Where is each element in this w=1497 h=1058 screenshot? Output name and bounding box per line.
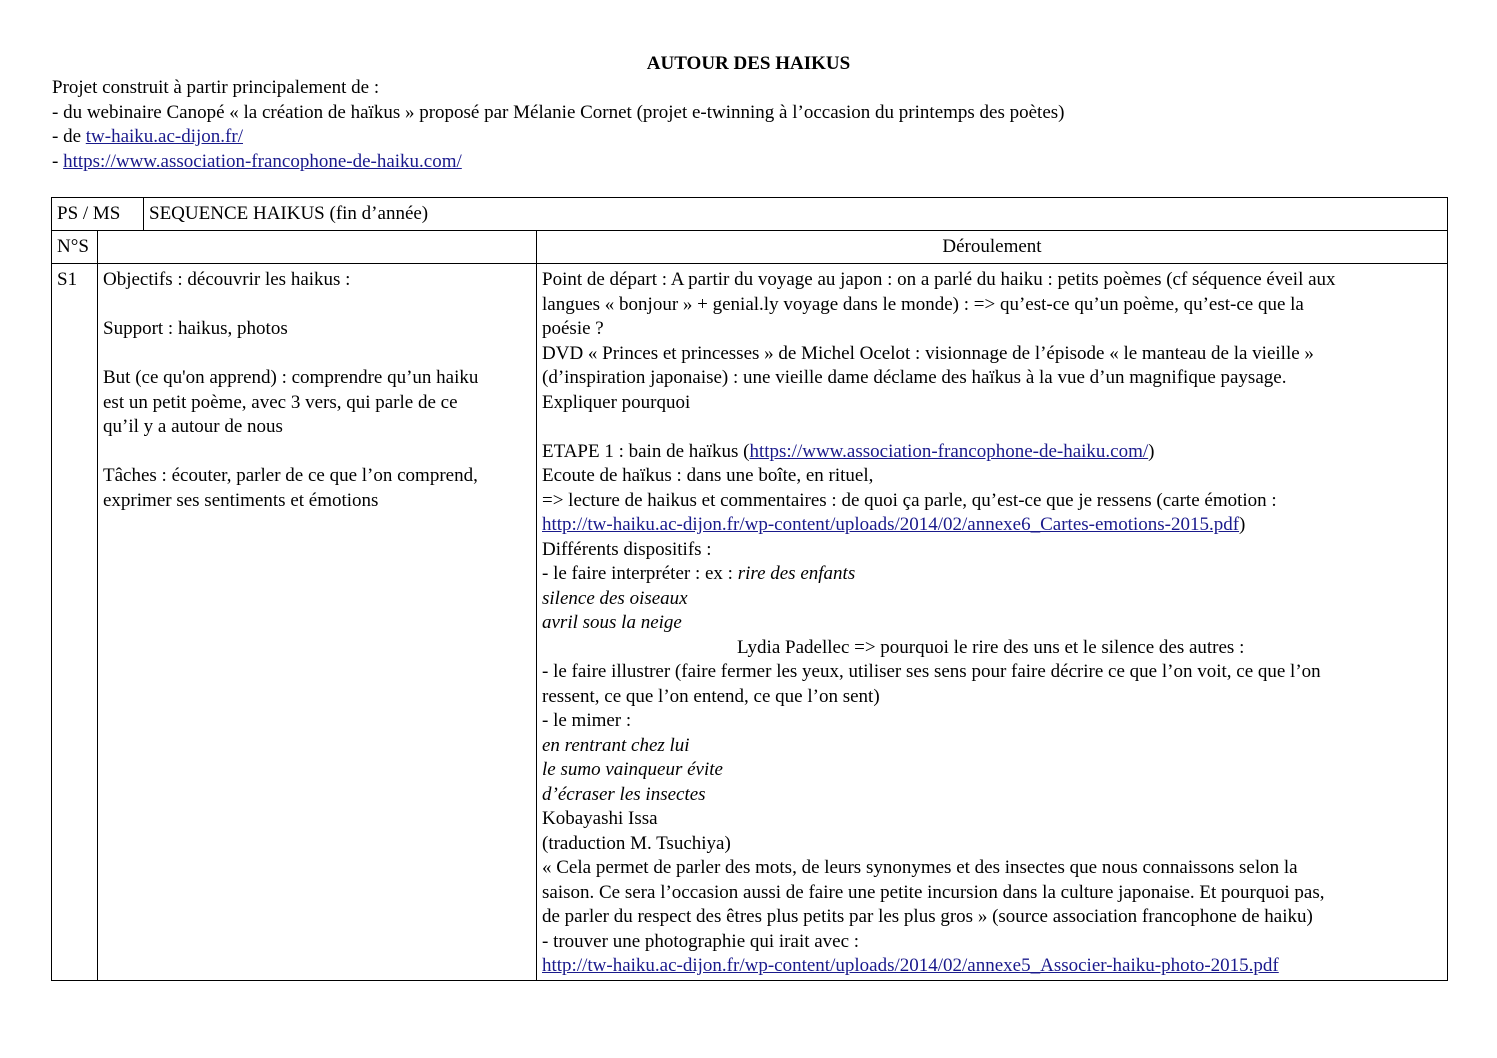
sequence-table [51,197,1448,981]
haiku-verse: silence des oiseaux [542,587,688,609]
intro-line [52,125,1065,150]
haiku-verse: rire des enfants [737,563,856,584]
page-title: AUTOUR DES HAIKUS [646,53,851,74]
haiku-verse: avril sous la neige [542,612,682,633]
haiku-verse: le sumo vainqueur évite [542,759,723,780]
deroulement-line: - trouver une photographie qui irait avec : [542,930,860,952]
quote-line: de parler du respect des êtres plus petits par les plus gros » (source association francophone de haiku) [542,906,1313,927]
emotion-cards-link[interactable]: http://tw-haiku.ac-dijon.fr/wp-content/uploads/2014/02/annexe6_Cartes-emotions-2015.pdf [542,514,1240,535]
deroulement-line: => lecture de haikus et commentaires : de quoi ça parle, qu’est-ce que je ressens (carte émotion : [542,489,1277,511]
haiku-author: Lydia Padellec => pourquoi le rire des uns et le silence des autres : [737,636,1245,658]
intro-prefix: - [52,150,64,172]
deroulement-line: Ecoute de haïkus : dans une boîte, en rituel, [542,465,874,486]
deroulement-line: DVD « Princes et princesses » de Michel Ocelot : visionnage de l’épisode « le manteau de la vieille » [542,342,1314,364]
objectives-cell [98,264,537,981]
link-suffix: ) [1239,514,1246,535]
association-haiku-link[interactable]: https://www.association-francophone-de-haiku.com/ [749,440,1149,462]
interpreter-prefix: - le faire interpréter : ex : [542,563,738,584]
deroulement-line: - le faire illustrer (faire fermer les yeux, utiliser ses sens pour faire décrire ce que l’on voit, ce que l’on [542,661,1321,682]
but-text: But (ce qu'on apprend) : comprendre qu’un haiku [103,367,479,388]
quote-line: saison. Ce sera l’occasion aussi de faire une petite incursion dans la culture japonaise. Et pourquoi pas, [542,881,1325,903]
deroulement-line: (d’inspiration japonaise) : une vieille dame déclame des haïkus à la vue d’un magnifique paysage. [542,367,1287,388]
but-text: est un petit poème, avec 3 vers, qui parle de ce [103,391,458,413]
table-row [52,198,1448,231]
deroulement-cell [537,264,1448,981]
haiku-translation: (traduction M. Tsuchiya) [542,832,731,854]
taches-text: exprimer ses sentiments et émotions [103,489,379,511]
table-row [52,264,1448,981]
objectives-text: Objectifs : découvrir les haikus : [103,269,351,290]
quote-line: « Cela permet de parler des mots, de leurs synonymes et des insectes que nous connaissons selon la [542,857,1298,878]
deroulement-line: Point de départ : A partir du voyage au japon : on a parlé du haiku : petits poèmes (cf séquence éveil aux [542,269,1336,290]
emotion-cards-line [542,513,1442,538]
sequence-title-cell: SEQUENCE HAIKUS (fin d’année) [144,198,1448,231]
associate-photo-link[interactable]: http://tw-haiku.ac-dijon.fr/wp-content/uploads/2014/02/annexe5_Associer-haiku-photo-2015.pdf [542,955,1279,976]
haiku-verse: en rentrant chez lui [542,734,690,756]
deroulement-header: Déroulement [537,231,1448,264]
etape-line [542,440,1442,465]
association-haiku-link[interactable]: https://www.association-francophone-de-haiku.com/ [63,150,462,172]
level-cell: PS / MS [52,198,144,231]
tw-haiku-link[interactable]: tw-haiku.ac-dijon.fr/ [85,126,243,147]
deroulement-line: langues « bonjour » + genial.ly voyage dans le monde) : => qu’est-ce qu’un poème, qu’est-ce que la [542,293,1304,315]
intro-line: - du webinaire Canopé « la création de haïkus » proposé par Mélanie Cornet (projet e-twinning à l’occasion du printemps des poètes) [52,101,1065,123]
deroulement-line: Expliquer pourquoi [542,391,691,413]
session-number-cell: S1 [52,264,98,981]
intro-line [52,150,1065,175]
intro-block [52,76,1065,174]
haiku-verse: d’écraser les insectes [542,783,706,805]
photo-link-line [542,954,1442,979]
but-text: qu’il y a autour de nous [103,416,283,437]
deroulement-line: - le mimer : [542,710,632,731]
deroulement-line: poésie ? [542,318,604,339]
objectives-header [98,231,537,264]
haiku-author: Kobayashi Issa [542,808,658,829]
taches-text: Tâches : écouter, parler de ce que l’on comprend, [103,465,478,486]
deroulement-line: ressent, ce que l’on entend, ce que l’on sent) [542,685,880,707]
table-row [52,231,1448,264]
support-text: Support : haikus, photos [103,318,288,339]
intro-line: Projet construit à partir principalement de : [52,77,380,98]
etape-suffix: ) [1148,440,1155,462]
interpreter-line [542,562,1442,587]
etape-prefix: ETAPE 1 : bain de haïkus ( [542,440,750,462]
deroulement-line: Différents dispositifs : [542,538,712,560]
intro-prefix: - de [52,126,86,147]
session-number-header: N°S [52,231,98,264]
